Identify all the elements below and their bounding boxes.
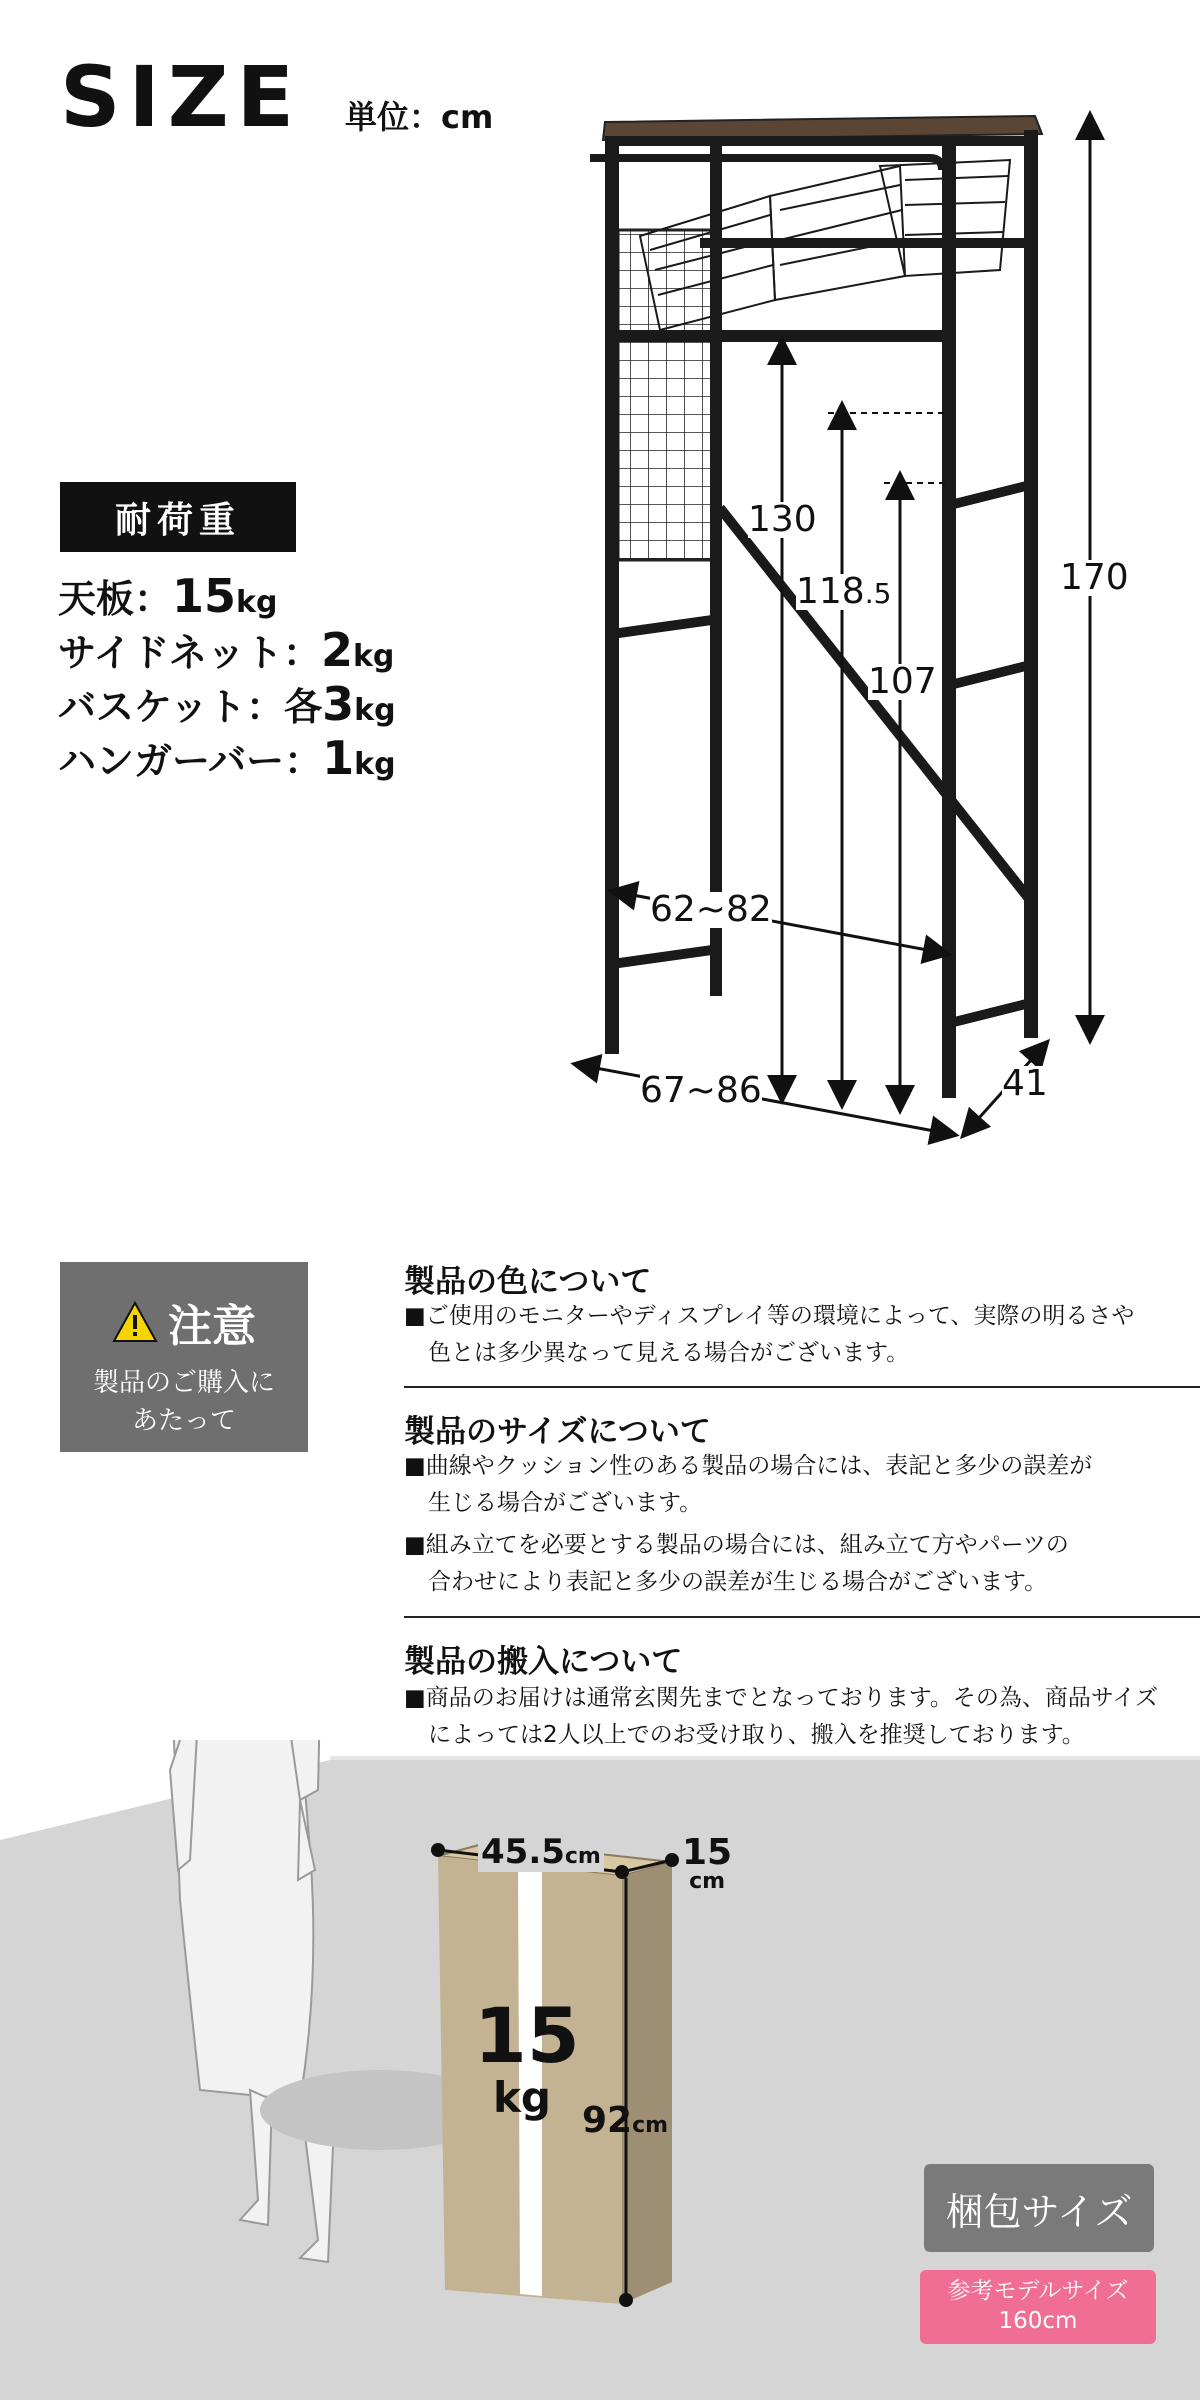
note-text: によっては2人以上でのお受け取り、搬入を推奨しております。 — [428, 1722, 1085, 1748]
load-value: 2 — [320, 623, 353, 677]
warning-icon — [112, 1301, 158, 1343]
note-text: 合わせにより表記と多少の誤差が生じる場合がございます。 — [428, 1569, 1048, 1595]
model-size-value: 160cm — [998, 2308, 1078, 2334]
basket-shelf — [612, 330, 952, 342]
load-row-basket — [58, 676, 396, 731]
note-text: ■商品のお届けは通常玄関先までとなっております。その為、商品サイズ — [404, 1685, 1159, 1711]
dim-inner-width: 62~82 — [650, 889, 772, 930]
package-size-badge: 梱包サイズ — [924, 2164, 1154, 2252]
load-row-side-net — [58, 622, 394, 677]
rack-post — [942, 136, 956, 1098]
note-text: ■曲線やクッション性のある製品の場合には、表記と多少の誤差が — [404, 1453, 1093, 1479]
box-weight-unit: kg — [493, 2073, 551, 2122]
caution-box — [60, 1262, 308, 1452]
caution-heading — [60, 1290, 308, 1354]
box-weight-value: 15 — [474, 1991, 580, 2080]
load-label: バスケット：各 — [58, 685, 323, 729]
dim-outer-width: 67~86 — [640, 1070, 762, 1111]
top-frame — [605, 136, 1038, 146]
box-depth-label — [682, 1832, 733, 1894]
dim-height-118-int: 118 — [796, 571, 865, 612]
dim-height-130: 130 — [748, 499, 817, 540]
load-value: 1 — [322, 731, 355, 785]
load-unit: kg — [236, 585, 278, 620]
load-unit: kg — [352, 639, 395, 674]
note-text: 色とは多少異なって見える場合がございます。 — [428, 1340, 910, 1366]
load-label: 天板： — [58, 577, 173, 621]
caution-subtitle-line: あたって — [131, 1406, 236, 1436]
dim-height-107: 107 — [868, 661, 937, 702]
box-width-unit: cm — [564, 1844, 601, 1869]
box-width-value: 45.5 — [481, 1832, 565, 1872]
box-height-value: 92 — [582, 2100, 633, 2141]
side-net — [618, 230, 716, 560]
load-unit: kg — [354, 693, 396, 728]
load-label: サイドネット： — [58, 631, 321, 675]
load-capacity-badge: 耐荷重 — [60, 482, 296, 552]
rack-post — [710, 136, 722, 996]
note-heading-size: 製品のサイズについて — [404, 1414, 711, 1450]
rack-post — [605, 136, 619, 1054]
page-title: SIZE — [60, 48, 303, 146]
divider — [404, 1616, 1200, 1618]
note-text: ■組み立てを必要とする製品の場合には、組み立て方やパーツの — [404, 1532, 1069, 1558]
dim-line-outer-width — [585, 1066, 945, 1133]
divider — [404, 1386, 1200, 1388]
box-height-label — [582, 2100, 668, 2141]
caution-subtitle-line: 製品のご購入に — [92, 1368, 275, 1398]
diagonal-brace — [720, 508, 1030, 900]
box-height-unit: cm — [632, 2113, 669, 2138]
note-text: ■ご使用のモニターやディスプレイ等の環境によって、実際の明るさや — [404, 1303, 1135, 1329]
dim-total-height: 170 — [1060, 557, 1129, 598]
note-text: 生じる場合がございます。 — [428, 1490, 703, 1516]
box-side — [622, 1862, 672, 2304]
load-row-top-board — [58, 568, 277, 623]
box-width-label — [478, 1832, 604, 1872]
box-weight-label — [474, 1991, 580, 2122]
note-heading-delivery: 製品の搬入について — [404, 1644, 683, 1680]
box-depth-unit: cm — [689, 1869, 726, 1894]
dim-depth: 41 — [1002, 1063, 1048, 1104]
load-unit: kg — [354, 747, 396, 782]
caution-subtitle — [60, 1364, 308, 1440]
model-size-label: 参考モデルサイズ — [947, 2278, 1129, 2304]
load-label: ハンガーバー： — [58, 739, 323, 783]
model-size-badge — [920, 2270, 1156, 2344]
caution-title: 注意 — [168, 1301, 256, 1352]
side-crossbars-right — [950, 480, 1030, 1028]
note-heading-color: 製品の色について — [404, 1264, 652, 1300]
box-depth-value: 15 — [682, 1832, 733, 1873]
load-row-hanger-bar — [58, 730, 396, 785]
dim-height-118 — [796, 571, 892, 612]
rack-illustration — [560, 100, 1160, 1160]
dim-height-118-decimal: .5 — [864, 577, 892, 610]
load-value: 15 — [172, 569, 237, 623]
load-value: 3 — [322, 677, 355, 731]
unit-label: 単位：cm — [345, 98, 494, 136]
